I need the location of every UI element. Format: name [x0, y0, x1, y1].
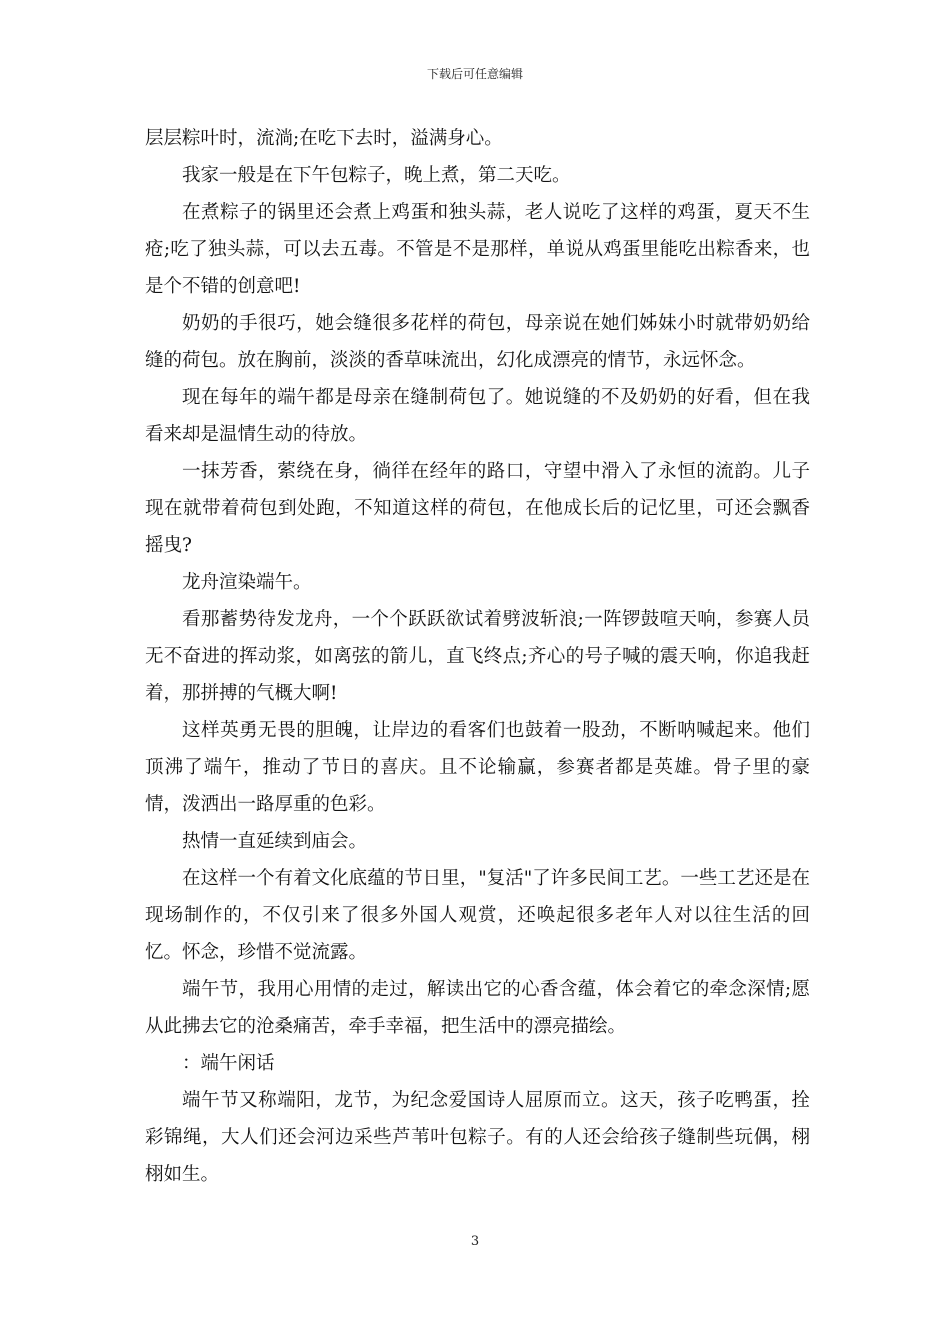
- section-heading: ：端午闲话: [182, 1053, 275, 1074]
- paragraph: 我家一般是在下午包粽子，晚上煮，第二天吃。: [182, 165, 571, 186]
- paragraph: 在这样一个有着文化底蕴的节日里，"复活"了许多民间工艺。一些工艺还是在现场制作的，不仅引来了很多外国人观赏，还唤起很多老年人对以往生活的回忆。怀念，珍惜不觉流露。: [145, 868, 810, 963]
- paragraph: 看那蓄势待发龙舟，一个个跃跃欲试着劈波斩浪;一阵锣鼓喧天响，参赛人员无不奋进的挥动浆，如离弦的箭儿，直飞终点;齐心的号子喊的震天响，你追我赶着，那拼搏的气概大啊!: [145, 609, 810, 704]
- paragraph: 热情一直延续到庙会。: [182, 831, 368, 852]
- paragraph: 一抹芳香，萦绕在身，徜徉在经年的路口，守望中滑入了永恒的流韵。儿子现在就带着荷包到处跑，不知道这样的荷包，在他成长后的记忆里，可还会飘香摇曳?: [145, 461, 810, 556]
- page-number: 3: [470, 1234, 480, 1249]
- paragraph: 端午节又称端阳，龙节，为纪念爱国诗人屈原而立。这天，孩子吃鸭蛋，拴彩锦绳，大人们还会河边采些芦苇叶包粽子。有的人还会给孩子缝制些玩偶，栩栩如生。: [145, 1090, 810, 1185]
- paragraph: 现在每年的端午都是母亲在缝制荷包了。她说缝的不及奶奶的好看，但在我看来却是温情生动的待放。: [145, 387, 810, 445]
- document-body: [145, 120, 810, 1193]
- paragraph: 端午节，我用心用情的走过，解读出它的心香含蕴，体会着它的牵念深情;愿从此拂去它的沧桑痛苦，牵手幸福，把生活中的漂亮描绘。: [145, 979, 810, 1037]
- paragraph: 龙舟渲染端午。: [182, 572, 312, 593]
- page-header: 下载后可任意编辑: [426, 67, 523, 81]
- paragraph: 这样英勇无畏的胆魄，让岸边的看客们也鼓着一股劲，不断呐喊起来。他们顶沸了端午，推动了节日的喜庆。且不论输赢，参赛者都是英雄。骨子里的豪情，泼洒出一路厚重的色彩。: [145, 720, 810, 815]
- paragraph: 奶奶的手很巧，她会缝很多花样的荷包，母亲说在她们姊妹小时就带奶奶给缝的荷包。放在胸前，淡淡的香草味流出，幻化成漂亮的情节，永远怀念。: [145, 313, 810, 371]
- paragraph: 在煮粽子的锅里还会煮上鸡蛋和独头蒜，老人说吃了这样的鸡蛋，夏天不生疮;吃了独头蒜，可以去五毒。不管是不是那样，单说从鸡蛋里能吃出粽香来，也是个不错的创意吧!: [145, 202, 810, 297]
- paragraph: 层层粽叶时，流淌;在吃下去时，溢满身心。: [145, 128, 503, 149]
